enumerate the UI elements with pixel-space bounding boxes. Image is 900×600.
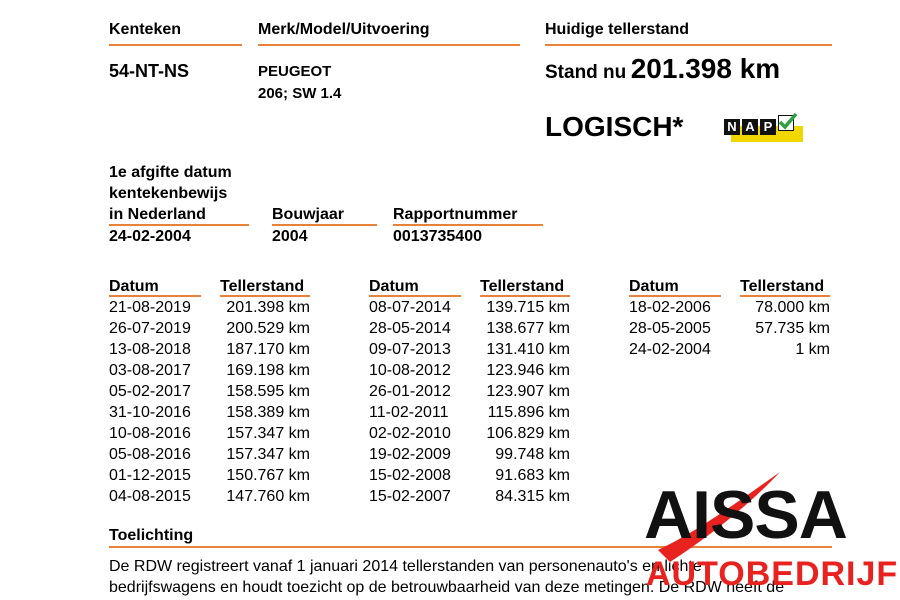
table-row xyxy=(369,423,570,444)
row-km: 106.829 km xyxy=(486,425,570,442)
row-date: 01-12-2015 xyxy=(109,467,191,484)
afgifte-label-1: 1e afgifte datum xyxy=(109,164,232,181)
merk-label: Merk/Model/Uitvoering xyxy=(258,21,430,38)
row-km: 115.896 km xyxy=(487,404,570,421)
bouwjaar-value: 2004 xyxy=(272,228,308,245)
stand-prefix: Stand nu xyxy=(545,62,627,83)
bouwjaar-underline xyxy=(272,224,377,226)
row-km: 201.398 km xyxy=(226,299,310,316)
row-km: 158.389 km xyxy=(226,404,310,421)
row-km: 157.347 km xyxy=(226,425,310,442)
row-date: 13-08-2018 xyxy=(109,341,191,358)
row-date: 26-07-2019 xyxy=(109,320,191,337)
row-date: 10-08-2012 xyxy=(369,362,451,379)
row-date: 15-02-2007 xyxy=(369,488,451,505)
nap-letter-a: A xyxy=(742,119,758,135)
col3-datum-header: Datum xyxy=(629,278,679,295)
row-km: 91.683 km xyxy=(495,467,570,484)
row-km: 200.529 km xyxy=(226,320,310,337)
row-date: 10-08-2016 xyxy=(109,425,191,442)
col1-datum-header: Datum xyxy=(109,278,159,295)
col3-teller-header: Tellerstand xyxy=(740,278,825,295)
row-km: 187.170 km xyxy=(226,341,310,358)
row-km: 138.677 km xyxy=(486,320,570,337)
row-km: 158.595 km xyxy=(226,383,310,400)
logisch-status: LOGISCH* xyxy=(545,111,684,142)
bouwjaar-label: Bouwjaar xyxy=(272,206,345,223)
row-date: 19-02-2009 xyxy=(369,446,451,463)
table-row xyxy=(109,381,310,402)
row-date: 15-02-2008 xyxy=(369,467,451,484)
toelichting-line2: bedrijfswagens en houdt toezicht op de betrouwbaarheid van deze metingen. De RDW heeft de xyxy=(109,579,785,596)
col2-datum-header: Datum xyxy=(369,278,419,295)
toelichting-line1: De RDW registreert vanaf 1 januari 2014 tellerstanden van personenauto's en lichte xyxy=(109,558,702,575)
teller-underline xyxy=(545,44,832,46)
reading-column-2 xyxy=(369,297,570,507)
aissa-watermark-logo xyxy=(640,470,899,595)
row-km: 139.715 km xyxy=(486,299,570,316)
table-row xyxy=(629,318,830,339)
row-date: 26-01-2012 xyxy=(369,383,451,400)
reading-column-1 xyxy=(109,297,310,507)
row-date: 31-10-2016 xyxy=(109,404,191,421)
nap-logo xyxy=(722,113,804,143)
row-date: 11-02-2011 xyxy=(369,404,449,421)
stand-line xyxy=(545,53,780,85)
row-date: 02-02-2010 xyxy=(369,425,451,442)
nap-letters xyxy=(724,115,796,136)
afgifte-label-2: kentekenbewijs xyxy=(109,185,228,202)
table-row xyxy=(109,297,310,318)
afgifte-underline xyxy=(109,224,249,226)
row-km: 157.347 km xyxy=(226,446,310,463)
row-date: 05-02-2017 xyxy=(109,383,191,400)
col1-teller-header: Tellerstand xyxy=(220,278,305,295)
row-km: 131.410 km xyxy=(486,341,570,358)
table-row xyxy=(109,402,310,423)
afgifte-label-3: in Nederland xyxy=(109,206,206,223)
row-km: 57.735 km xyxy=(755,320,830,337)
table-row xyxy=(369,465,570,486)
row-km: 99.748 km xyxy=(495,446,570,463)
table-row xyxy=(109,339,310,360)
table-row xyxy=(369,318,570,339)
row-date: 18-02-2006 xyxy=(629,299,711,316)
row-km: 123.907 km xyxy=(486,383,570,400)
table-row xyxy=(369,297,570,318)
toelichting-title: Toelichting xyxy=(109,527,194,544)
row-date: 28-05-2014 xyxy=(369,320,451,337)
rapport-label: Rapportnummer xyxy=(393,206,518,223)
autobedrijf-text: AUTOBEDRIJF xyxy=(646,555,899,593)
table-row xyxy=(109,465,310,486)
row-date: 03-08-2017 xyxy=(109,362,191,379)
row-date: 28-05-2005 xyxy=(629,320,711,337)
table-row xyxy=(369,381,570,402)
row-date: 04-08-2015 xyxy=(109,488,191,505)
kenteken-underline xyxy=(109,44,242,46)
rapport-value: 0013735400 xyxy=(393,228,482,245)
table-row xyxy=(629,339,830,360)
table-row xyxy=(109,444,310,465)
row-km: 78.000 km xyxy=(755,299,830,316)
rapport-underline xyxy=(393,224,543,226)
row-km: 169.198 km xyxy=(226,362,310,379)
table-row xyxy=(629,297,830,318)
table-row xyxy=(369,486,570,507)
table-row xyxy=(369,339,570,360)
merk-line1: PEUGEOT xyxy=(258,63,332,80)
row-km: 147.760 km xyxy=(226,488,310,505)
merk-underline xyxy=(258,44,520,46)
col2-teller-header: Tellerstand xyxy=(480,278,565,295)
row-date: 09-07-2013 xyxy=(369,341,451,358)
row-date: 21-08-2019 xyxy=(109,299,191,316)
kenteken-label: Kenteken xyxy=(109,21,182,38)
table-row xyxy=(109,318,310,339)
table-row xyxy=(369,360,570,381)
stand-value: 201.398 km xyxy=(630,53,781,84)
row-km: 1 km xyxy=(795,341,830,358)
row-date: 08-07-2014 xyxy=(369,299,451,316)
row-km: 123.946 km xyxy=(486,362,570,379)
table-row xyxy=(109,486,310,507)
merk-line2: 206; SW 1.4 xyxy=(258,85,342,102)
table-row xyxy=(109,423,310,444)
table-row xyxy=(369,402,570,423)
afgifte-value: 24-02-2004 xyxy=(109,228,191,245)
row-km: 84.315 km xyxy=(495,488,570,505)
row-date: 24-02-2004 xyxy=(629,341,711,358)
aissa-text: AISSA xyxy=(644,477,847,553)
reading-column-3 xyxy=(629,297,830,360)
checkmark-icon xyxy=(778,115,794,131)
teller-label: Huidige tellerstand xyxy=(545,21,690,38)
nap-letter-n: N xyxy=(724,119,740,135)
table-row xyxy=(109,360,310,381)
nap-letter-p: P xyxy=(760,119,776,135)
row-date: 05-08-2016 xyxy=(109,446,191,463)
row-km: 150.767 km xyxy=(226,467,310,484)
table-row xyxy=(369,444,570,465)
kenteken-value: 54-NT-NS xyxy=(109,61,190,81)
